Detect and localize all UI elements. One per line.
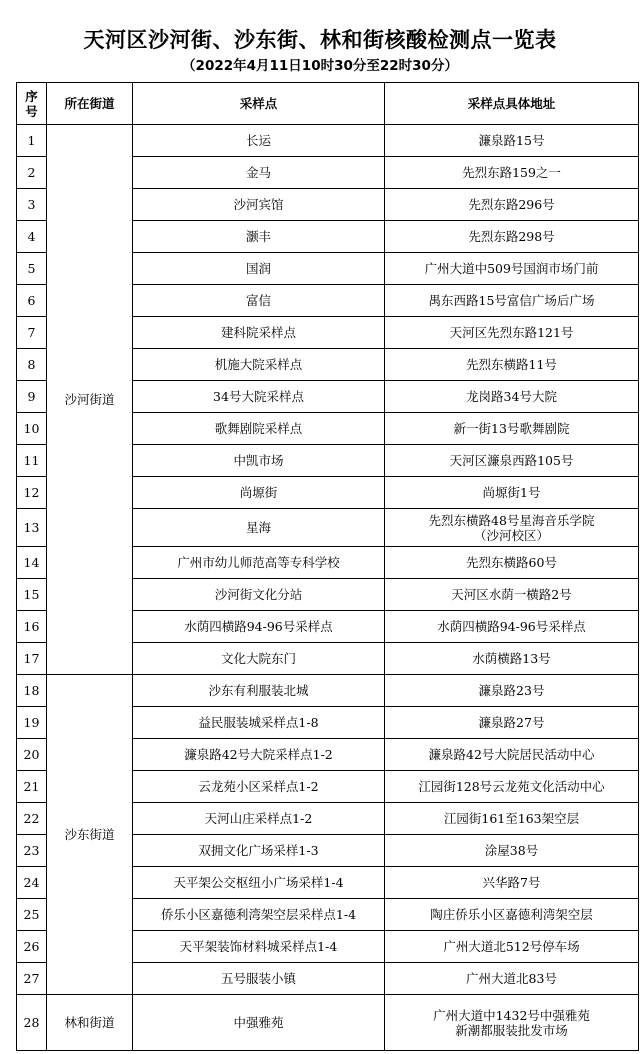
page-title: 天河区沙河街、沙东街、林和街核酸检测点一览表 bbox=[83, 28, 557, 52]
street-shadong: 沙东街道 bbox=[47, 675, 133, 995]
row-number: 27 bbox=[17, 963, 47, 995]
site-address: 先烈东路159之一 bbox=[385, 157, 639, 189]
site-address: 先烈东横路11号 bbox=[385, 349, 639, 381]
site-name: 中强雅苑 bbox=[133, 995, 385, 1051]
site-name: 水荫四横路94-96号采样点 bbox=[133, 611, 385, 643]
site-name: 建科院采样点 bbox=[133, 317, 385, 349]
site-address: 先烈东横路60号 bbox=[385, 547, 639, 579]
site-name: 五号服装小镇 bbox=[133, 963, 385, 995]
site-address: 新一街13号歌舞剧院 bbox=[385, 413, 639, 445]
row-number: 4 bbox=[17, 221, 47, 253]
site-name: 天平架装饰材料城采样点1-4 bbox=[133, 931, 385, 963]
table-row bbox=[17, 995, 639, 1051]
row-number: 14 bbox=[17, 547, 47, 579]
row-number: 21 bbox=[17, 771, 47, 803]
row-number: 26 bbox=[17, 931, 47, 963]
header-address: 采样点具体地址 bbox=[385, 83, 639, 125]
site-name: 天河山庄采样点1-2 bbox=[133, 803, 385, 835]
row-number: 24 bbox=[17, 867, 47, 899]
row-number: 19 bbox=[17, 707, 47, 739]
street-shahe: 沙河街道 bbox=[47, 125, 133, 675]
row-number: 5 bbox=[17, 253, 47, 285]
table-row bbox=[17, 675, 639, 707]
site-address: 天河区先烈东路121号 bbox=[385, 317, 639, 349]
row-number: 20 bbox=[17, 739, 47, 771]
site-address: 龙岗路34号大院 bbox=[385, 381, 639, 413]
testing-sites-table bbox=[16, 82, 639, 1051]
site-name: 金马 bbox=[133, 157, 385, 189]
site-address: 广州大道北83号 bbox=[385, 963, 639, 995]
row-number: 8 bbox=[17, 349, 47, 381]
site-name: 国润 bbox=[133, 253, 385, 285]
page-subtitle: （2022年4月11日10时30分至22时30分） bbox=[182, 58, 458, 74]
row-number: 11 bbox=[17, 445, 47, 477]
row-number: 9 bbox=[17, 381, 47, 413]
row-number: 7 bbox=[17, 317, 47, 349]
site-name: 益民服装城采样点1-8 bbox=[133, 707, 385, 739]
site-address: 先烈东路298号 bbox=[385, 221, 639, 253]
site-address: 广州大道中509号国润市场门前 bbox=[385, 253, 639, 285]
row-number: 18 bbox=[17, 675, 47, 707]
row-number: 2 bbox=[17, 157, 47, 189]
site-name: 富信 bbox=[133, 285, 385, 317]
site-address: 尚塬街1号 bbox=[385, 477, 639, 509]
table-row bbox=[17, 125, 639, 157]
site-address: 濂泉路27号 bbox=[385, 707, 639, 739]
header-seq-label: 序号 bbox=[25, 88, 38, 119]
street-linhe: 林和街道 bbox=[47, 995, 133, 1051]
site-name: 云龙苑小区采样点1-2 bbox=[133, 771, 385, 803]
site-name: 星海 bbox=[133, 509, 385, 547]
site-address: 天河区水荫一横路2号 bbox=[385, 579, 639, 611]
site-address: 先烈东路296号 bbox=[385, 189, 639, 221]
row-number: 22 bbox=[17, 803, 47, 835]
site-name: 沙河街文化分站 bbox=[133, 579, 385, 611]
row-number: 1 bbox=[17, 125, 47, 157]
row-number: 6 bbox=[17, 285, 47, 317]
row-number: 12 bbox=[17, 477, 47, 509]
row-number: 25 bbox=[17, 899, 47, 931]
site-address: 天河区濂泉西路105号 bbox=[385, 445, 639, 477]
site-address: 兴华路7号 bbox=[385, 867, 639, 899]
table-header-row bbox=[17, 83, 639, 125]
site-address: 濂泉路23号 bbox=[385, 675, 639, 707]
site-address: 濂泉路42号大院居民活动中心 bbox=[385, 739, 639, 771]
site-address: 先烈东横路48号星海音乐学院 （沙河校区） bbox=[385, 509, 639, 547]
row-number: 28 bbox=[17, 995, 47, 1051]
site-address: 濂泉路15号 bbox=[385, 125, 639, 157]
row-number: 17 bbox=[17, 643, 47, 675]
header-site: 采样点 bbox=[133, 83, 385, 125]
site-name: 双拥文化广场采样1-3 bbox=[133, 835, 385, 867]
row-number: 3 bbox=[17, 189, 47, 221]
site-address: 陶庄侨乐小区嘉德利湾架空层 bbox=[385, 899, 639, 931]
site-address: 禺东西路15号富信广场后广场 bbox=[385, 285, 639, 317]
row-number: 15 bbox=[17, 579, 47, 611]
site-name: 广州市幼儿师范高等专科学校 bbox=[133, 547, 385, 579]
site-address: 广州大道北512号停车场 bbox=[385, 931, 639, 963]
site-name: 尚塬街 bbox=[133, 477, 385, 509]
site-address: 江园街128号云龙苑文化活动中心 bbox=[385, 771, 639, 803]
site-name: 灏丰 bbox=[133, 221, 385, 253]
site-address: 水荫横路13号 bbox=[385, 643, 639, 675]
site-name: 长运 bbox=[133, 125, 385, 157]
site-name: 沙河宾馆 bbox=[133, 189, 385, 221]
row-number: 10 bbox=[17, 413, 47, 445]
row-number: 16 bbox=[17, 611, 47, 643]
header-seq bbox=[17, 83, 47, 125]
site-name: 歌舞剧院采样点 bbox=[133, 413, 385, 445]
site-name: 天平架公交枢纽小广场采样1-4 bbox=[133, 867, 385, 899]
site-name: 文化大院东门 bbox=[133, 643, 385, 675]
site-name: 34号大院采样点 bbox=[133, 381, 385, 413]
site-name: 机施大院采样点 bbox=[133, 349, 385, 381]
site-address: 水荫四横路94-96号采样点 bbox=[385, 611, 639, 643]
row-number: 23 bbox=[17, 835, 47, 867]
site-address: 广州大道中1432号中强雅苑 新潮都服装批发市场 bbox=[385, 995, 639, 1051]
site-address: 江园街161至163架空层 bbox=[385, 803, 639, 835]
header-street: 所在街道 bbox=[47, 83, 133, 125]
site-name: 濂泉路42号大院采样点1-2 bbox=[133, 739, 385, 771]
site-name: 侨乐小区嘉德利湾架空层采样点1-4 bbox=[133, 899, 385, 931]
table-body bbox=[17, 125, 639, 1051]
site-name: 中凯市场 bbox=[133, 445, 385, 477]
site-name: 沙东有利服装北城 bbox=[133, 675, 385, 707]
row-number: 13 bbox=[17, 509, 47, 547]
site-address: 涂屋38号 bbox=[385, 835, 639, 867]
